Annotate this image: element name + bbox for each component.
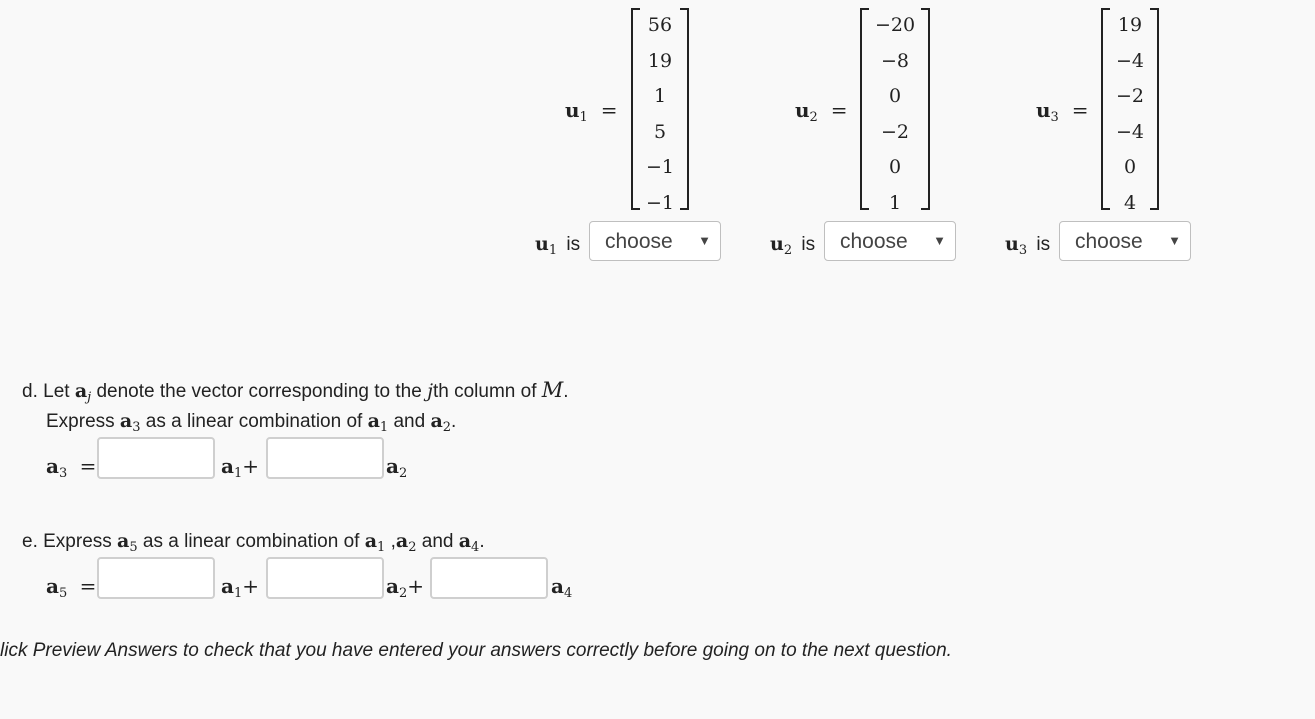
u2-label: $u_2$ =	[795, 98, 848, 125]
part-d-line1: d. Let $a_j$ denote the vector corresponding to the jth column of M.	[22, 378, 569, 405]
matrix-entry: 0	[888, 85, 902, 107]
a3-coef-a2-input[interactable]	[266, 437, 384, 479]
u3-label: $u_3$ =	[1036, 98, 1089, 125]
matrix-entry: 1	[888, 191, 902, 214]
dropdown-arrow-icon: ▼	[933, 233, 946, 248]
a5-coef-a4-input[interactable]	[430, 557, 548, 599]
matrix-entry: −20	[874, 14, 916, 36]
term-a2: $a_2$	[386, 454, 408, 481]
matrix-entry: −1	[645, 191, 674, 214]
u3-is-label: $u_3$ is	[1005, 233, 1051, 258]
matrix-entry: −2	[1115, 85, 1144, 107]
u1-matrix	[631, 8, 689, 214]
a3-coef-a1-input[interactable]	[97, 437, 215, 479]
select-value: choose	[605, 230, 673, 253]
matrix-entry: 19	[647, 49, 673, 72]
matrix-entry: −4	[1115, 49, 1144, 72]
u2-choose-select[interactable]	[824, 221, 956, 261]
matrix-entry: 1	[653, 85, 667, 107]
part-d-lhs: $a_3$ =	[46, 454, 97, 481]
part-e-lhs: $a_5$ =	[46, 574, 97, 601]
term-a4: $a_4$	[551, 574, 573, 601]
select-value: choose	[840, 230, 908, 253]
u2-matrix	[860, 8, 930, 214]
preview-answers-note: lick Preview Answers to check that you have entered your answers correctly before going on to the next question.	[0, 640, 952, 661]
matrix-entry: 5	[653, 120, 667, 143]
select-value: choose	[1075, 230, 1143, 253]
matrix-entry: 0	[1123, 156, 1137, 178]
u1-is-label: $u_1$ is	[535, 233, 581, 258]
matrix-entry: 19	[1117, 14, 1143, 36]
a5-coef-a1-input[interactable]	[97, 557, 215, 599]
matrix-entry: −2	[880, 120, 909, 143]
matrix-entry: 4	[1123, 191, 1137, 214]
part-e-line: e. Express $a_5$ as a linear combination of $a_1$ $,a_2$ and $a_4$.	[22, 530, 485, 555]
matrix-entry: 56	[647, 14, 673, 36]
dropdown-arrow-icon: ▼	[1168, 233, 1181, 248]
matrix-entry: −4	[1115, 120, 1144, 143]
matrix-entry: −1	[645, 156, 674, 178]
u1-label: $u_1$ =	[565, 98, 618, 125]
dropdown-arrow-icon: ▼	[698, 233, 711, 248]
term-a1-plus: $a_1+$	[221, 574, 260, 601]
term-a1-plus: $a_1+$	[221, 454, 260, 481]
term-a2-plus: $a_2+$	[386, 574, 425, 601]
u2-is-label: $u_2$ is	[770, 233, 816, 258]
u1-choose-select[interactable]	[589, 221, 721, 261]
u3-choose-select[interactable]	[1059, 221, 1191, 261]
matrix-entry: −8	[880, 49, 909, 72]
part-d-line2: Express $a_3$ as a linear combination of $a_1$ and $a_2$.	[46, 410, 457, 435]
matrix-entry: 0	[888, 156, 902, 178]
a5-coef-a2-input[interactable]	[266, 557, 384, 599]
u3-matrix	[1101, 8, 1159, 214]
